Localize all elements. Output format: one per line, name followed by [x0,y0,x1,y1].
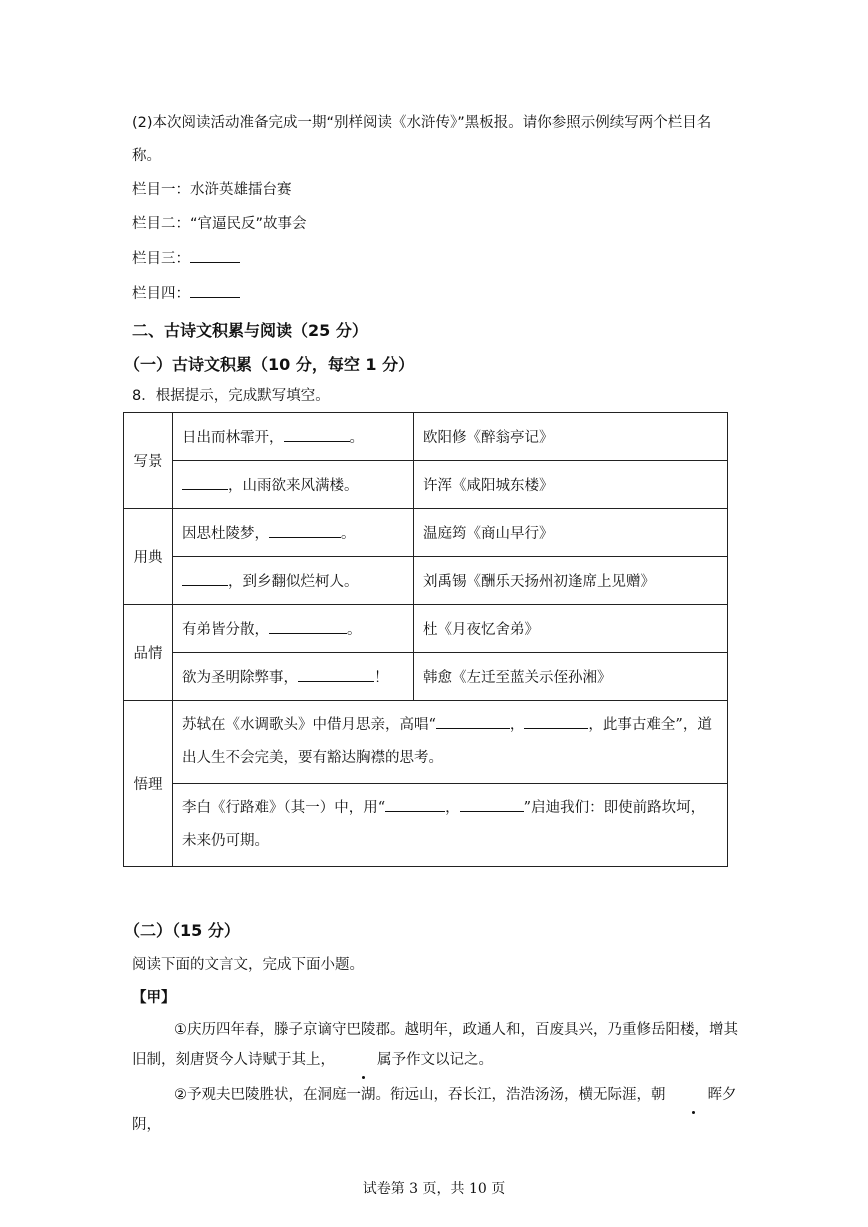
answer-blank[interactable] [298,667,374,682]
verse-cell: ，到乡翻似烂柯人。 [173,557,414,605]
reflection-cell: 李白《行路难》（其一）中，用“ ， ”启迪我们：即使前路坎坷，未来仍可期。 [173,784,728,867]
answer-blank[interactable] [269,619,347,634]
section-2-title: 二、古诗文积累与阅读（25 分） [132,321,368,340]
source-cell: 温庭筠《商山早行》 [414,509,728,557]
answer-blank[interactable] [182,475,228,490]
column-4-label: 栏目四： [132,286,190,302]
category-cell: 写景 [124,413,173,509]
category-cell: 悟理 [124,701,173,867]
subsection-1-title: （一）古诗文积累（10 分，每空 1 分） [124,355,415,374]
answer-blank[interactable] [182,571,228,586]
source-cell: 杜《月夜忆舍弟》 [414,605,728,653]
part-2-instruction: 阅读下面的文言文，完成下面小题。 [132,957,364,973]
answer-blank[interactable] [284,427,350,442]
part-2-title: （二）（15 分） [124,921,240,940]
question-8: 8．根据提示，完成默写填空。 [132,388,330,404]
question-2-line1: (2)本次阅读活动准备完成一期“别样阅读《水浒传》”黑板报。请你参照示例续写两个栏目名 [132,115,712,131]
passage-paragraph-1: ①庆历四年春，滕子京谪守巴陵郡。越明年，政通人和，百废具兴，乃重修岳阳楼，增其旧制，刻唐贤今人诗赋于其上， 属予作文以记之。 [132,1015,742,1075]
source-cell: 欧阳修《醉翁亭记》 [414,413,728,461]
verse-cell: 因思杜陵梦， 。 [173,509,414,557]
source-cell: 韩愈《左迁至蓝关示侄孙湘》 [414,653,728,701]
emphasis-dot-char: 晖 [666,1080,723,1110]
column-4 [132,283,240,304]
answer-blank[interactable] [385,797,445,812]
verse-cell: 欲为圣明除弊事， ！ [173,653,414,701]
page-footer: 试卷第 3 页，共 10 页 [362,1181,506,1197]
emphasis-dot-char: 属 [335,1045,392,1075]
column-3-label: 栏目三： [132,251,190,267]
answer-blank[interactable] [524,714,588,729]
answer-blank[interactable] [190,283,240,298]
source-cell: 刘禹锡《酬乐天扬州初逢席上见赠》 [414,557,728,605]
source-cell: 许浑《咸阳城东楼》 [414,461,728,509]
column-3 [132,248,240,269]
verse-cell: 日出而林霏开， 。 [173,413,414,461]
answer-blank[interactable] [190,248,240,263]
question-2-line2: 称。 [132,148,161,164]
answer-blank[interactable] [436,714,510,729]
category-cell: 品情 [124,605,173,701]
column-2: 栏目二：“官逼民反”故事会 [132,216,307,232]
recitation-table [123,412,728,867]
answer-blank[interactable] [269,523,341,538]
category-cell: 用典 [124,509,173,605]
passage-paragraph-2: ②予观夫巴陵胜状，在洞庭一湖。衔远山，吞长江，浩浩汤汤，横无际涯，朝 晖夕阴， [132,1080,742,1140]
column-1: 栏目一：水浒英雄擂台赛 [132,182,292,198]
reflection-cell: 苏轼在《水调歌头》中借月思亲，高唱“ ， ，此事古难全”，道出人生不会完美，要有豁达胸襟的思考。 [173,701,728,784]
answer-blank[interactable] [460,797,524,812]
verse-cell: ，山雨欲来风满楼。 [173,461,414,509]
verse-cell: 有弟皆分散， 。 [173,605,414,653]
passage-label-jia: 【甲】 [132,990,176,1006]
